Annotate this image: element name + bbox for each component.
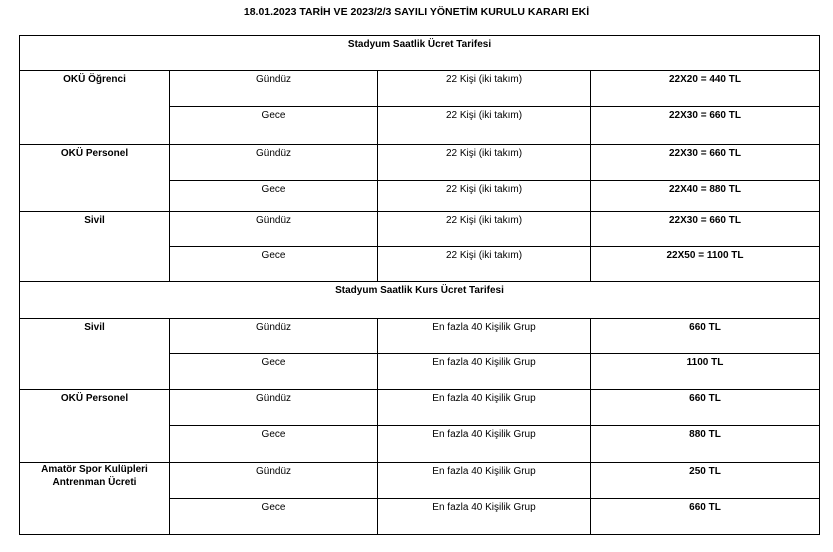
price-cell: 660 TL: [591, 499, 820, 535]
capacity-cell: En fazla 40 Kişilik Grup: [378, 319, 591, 354]
section-heading-row: [20, 282, 820, 319]
time-cell: Gece: [170, 107, 378, 145]
time-cell: Gece: [170, 499, 378, 535]
section-heading: Stadyum Saatlik Kurs Ücret Tarifesi: [20, 282, 820, 319]
time-cell: Gündüz: [170, 463, 378, 499]
capacity-cell: En fazla 40 Kişilik Grup: [378, 354, 591, 390]
time-cell: Gündüz: [170, 319, 378, 354]
price-cell: 660 TL: [591, 319, 820, 354]
capacity-cell: 22 Kişi (iki takım): [378, 181, 591, 212]
capacity-cell: 22 Kişi (iki takım): [378, 145, 591, 181]
price-cell: 1100 TL: [591, 354, 820, 390]
price-cell: 22X30 = 660 TL: [591, 145, 820, 181]
capacity-cell: En fazla 40 Kişilik Grup: [378, 499, 591, 535]
capacity-cell: En fazla 40 Kişilik Grup: [378, 390, 591, 426]
price-cell: 22X20 = 440 TL: [591, 71, 820, 107]
time-cell: Gece: [170, 247, 378, 282]
tariff-table: [19, 35, 820, 535]
capacity-cell: 22 Kişi (iki takım): [378, 71, 591, 107]
group-name: OKÜ Personel: [20, 145, 170, 212]
table-row: [20, 390, 820, 426]
capacity-cell: En fazla 40 Kişilik Grup: [378, 426, 591, 463]
document-title: 18.01.2023 TARİH VE 2023/2/3 SAYILI YÖNETİM KURULU KARARI EKİ: [243, 6, 590, 18]
table-row: [20, 463, 820, 499]
table-row: [20, 319, 820, 354]
time-cell: Gece: [170, 426, 378, 463]
capacity-cell: 22 Kişi (iki takım): [378, 212, 591, 247]
group-name: Amatör Spor Kulüpleri Antrenman Ücreti: [20, 463, 170, 535]
price-cell: 880 TL: [591, 426, 820, 463]
group-name: Sivil: [20, 319, 170, 390]
price-cell: 22X50 = 1100 TL: [591, 247, 820, 282]
price-cell: 660 TL: [591, 390, 820, 426]
time-cell: Gündüz: [170, 390, 378, 426]
time-cell: Gündüz: [170, 145, 378, 181]
section-heading-row: [20, 36, 820, 71]
group-name: OKÜ Öğrenci: [20, 71, 170, 145]
price-cell: 250 TL: [591, 463, 820, 499]
group-name: Sivil: [20, 212, 170, 282]
time-cell: Gece: [170, 354, 378, 390]
price-cell: 22X40 = 880 TL: [591, 181, 820, 212]
table-row: [20, 212, 820, 247]
group-name: OKÜ Personel: [20, 390, 170, 463]
table-row: [20, 71, 820, 107]
table-row: [20, 145, 820, 181]
time-cell: Gündüz: [170, 212, 378, 247]
capacity-cell: En fazla 40 Kişilik Grup: [378, 463, 591, 499]
time-cell: Gündüz: [170, 71, 378, 107]
capacity-cell: 22 Kişi (iki takım): [378, 107, 591, 145]
section-heading: Stadyum Saatlik Ücret Tarifesi: [20, 36, 820, 71]
price-cell: 22X30 = 660 TL: [591, 107, 820, 145]
time-cell: Gece: [170, 181, 378, 212]
capacity-cell: 22 Kişi (iki takım): [378, 247, 591, 282]
price-cell: 22X30 = 660 TL: [591, 212, 820, 247]
